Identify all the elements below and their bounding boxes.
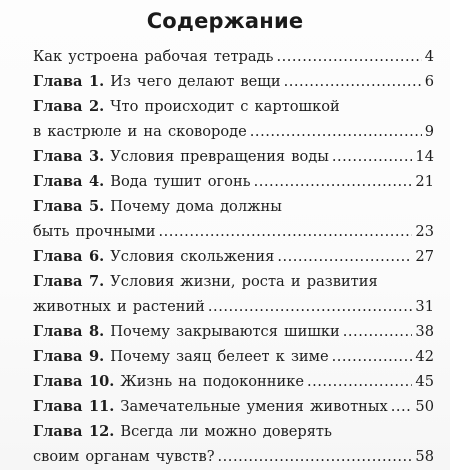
toc-line (33, 394, 434, 419)
dot-leader (250, 119, 422, 144)
dot-leader (158, 219, 412, 244)
page-number: 45 (415, 373, 434, 390)
chapter-title: Условия скольжения (110, 248, 275, 265)
chapter-label: Глава 2. (33, 98, 105, 115)
chapter-title: Вода тушит огонь (110, 173, 251, 190)
toc-line (33, 94, 434, 119)
dot-leader (307, 369, 412, 394)
page-number: 27 (415, 248, 434, 265)
toc-line (33, 119, 434, 144)
toc-line (33, 369, 434, 394)
chapter-title: Всегда ли можно доверять (120, 423, 332, 440)
chapter-label: Глава 3. (33, 148, 105, 165)
chapter-title: животных и растений (33, 298, 205, 315)
chapter-title: своим органам чувств? (33, 448, 215, 465)
page-number: 14 (415, 148, 434, 165)
chapter-title: Жизнь на подоконнике (120, 373, 304, 390)
chapter-title: Условия превращения воды (110, 148, 329, 165)
toc-line (33, 144, 434, 169)
toc-line (33, 194, 434, 219)
chapter-title: Из чего делают вещи (110, 73, 281, 90)
dot-leader (277, 44, 422, 69)
toc-line (33, 444, 434, 469)
page-number: 58 (415, 448, 434, 465)
chapter-label: Глава 6. (33, 248, 105, 265)
chapter-title: Как устроена рабочая тетрадь (33, 48, 274, 65)
chapter-label: Глава 8. (33, 323, 105, 340)
chapter-label: Глава 12. (33, 423, 115, 440)
page-number: 21 (415, 173, 434, 190)
page-number: 23 (415, 223, 434, 240)
chapter-label: Глава 7. (33, 273, 105, 290)
page-number: 4 (424, 48, 434, 65)
dot-leader (208, 294, 413, 319)
toc-line (33, 244, 434, 269)
chapter-label: Глава 9. (33, 348, 105, 365)
chapter-label: Глава 5. (33, 198, 105, 215)
toc-line (33, 294, 434, 319)
chapter-title: в кастрюле и на сковороде (33, 123, 247, 140)
page-number: 9 (424, 123, 434, 140)
toc-line (33, 44, 434, 69)
page-number: 50 (415, 398, 434, 415)
chapter-title: Условия жизни, роста и развития (110, 273, 378, 290)
dot-leader (284, 69, 422, 94)
page-number: 42 (415, 348, 434, 365)
dot-leader (277, 244, 412, 269)
chapter-title: Замечательные умения животных (120, 398, 388, 415)
chapter-label: Глава 11. (33, 398, 115, 415)
toc-line (33, 344, 434, 369)
chapter-label: Глава 4. (33, 173, 105, 190)
chapter-title: Почему заяц белеет к зиме (110, 348, 329, 365)
dot-leader (343, 319, 413, 344)
page-number: 38 (415, 323, 434, 340)
toc-line (33, 69, 434, 94)
chapter-title: Что происходит с картошкой (110, 98, 340, 115)
toc-line (33, 419, 434, 444)
chapter-title: Почему закрываются шишки (110, 323, 340, 340)
chapter-label: Глава 10. (33, 373, 115, 390)
page-title: Содержание (146, 9, 304, 33)
toc-line (33, 169, 434, 194)
chapter-title: быть прочными (33, 223, 156, 240)
dot-leader (254, 169, 413, 194)
dot-leader (332, 144, 413, 169)
toc-line (33, 319, 434, 344)
page-number: 6 (424, 73, 434, 90)
table-of-contents (33, 44, 434, 469)
dot-leader (332, 344, 413, 369)
chapter-label: Глава 1. (33, 73, 105, 90)
chapter-title: Почему дома должны (110, 198, 282, 215)
toc-line (33, 219, 434, 244)
toc-line (33, 269, 434, 294)
page-number: 31 (415, 298, 434, 315)
dot-leader (391, 394, 413, 419)
dot-leader (218, 444, 413, 469)
